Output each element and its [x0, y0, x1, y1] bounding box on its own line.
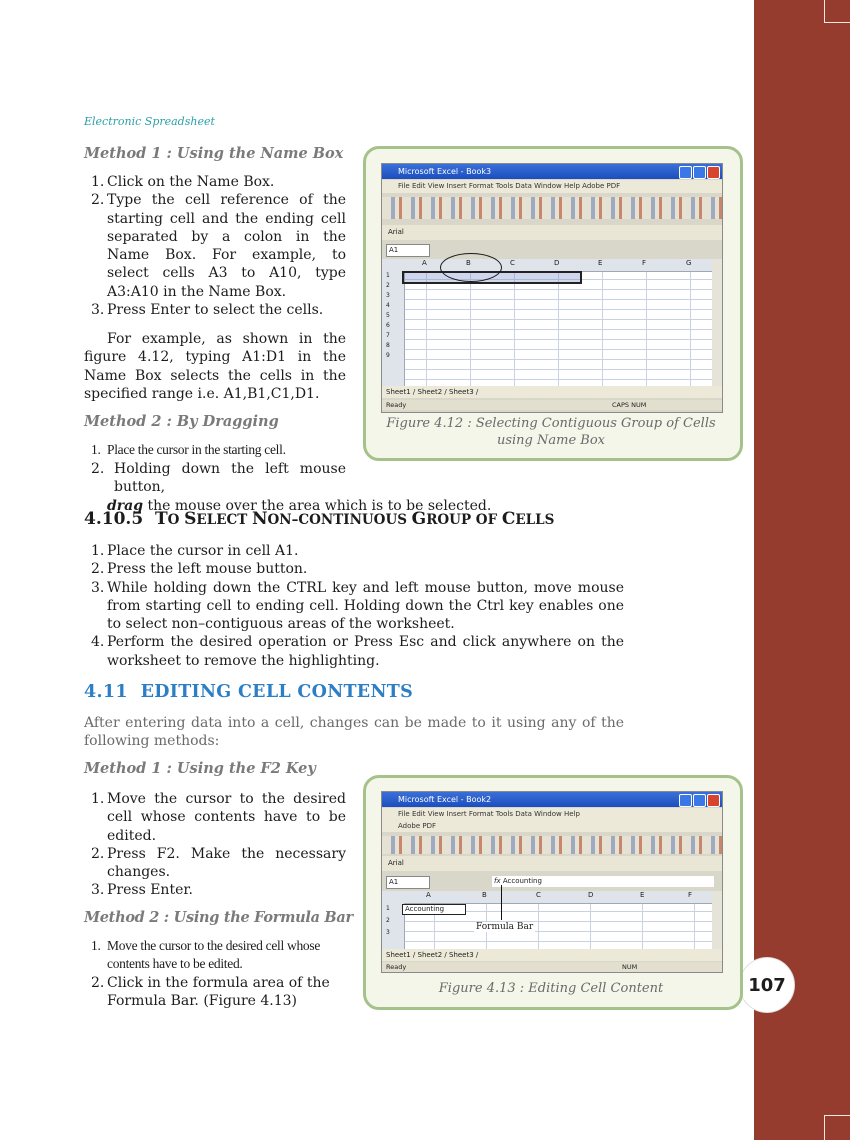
section-4-11-intro: After entering data into a cell, changes can be made to it using any of the following methods: — [84, 715, 624, 750]
formula-bar-callout-line — [501, 885, 502, 920]
noncontiguous-steps — [84, 542, 624, 670]
window-title-bar: Microsoft Excel - Book2 — [382, 792, 722, 807]
standard-toolbar — [382, 836, 722, 854]
list-item: 1. Click on the Name Box. — [91, 174, 275, 190]
sheet-tabs: Sheet1 / Sheet2 / Sheet3 / — [382, 386, 722, 398]
crop-mark-top — [824, 0, 850, 23]
active-cell-a1: Accounting — [402, 904, 466, 915]
list-item: 3. Press Enter. — [91, 882, 193, 899]
section-4-10-5-heading: 4.10.5 TO SELECT NON–CONTINUOUS GROUP OF CELLS — [84, 509, 555, 529]
crop-mark-bottom — [824, 1115, 850, 1141]
figure-4-12-caption: Figure 4.12 : Selecting Contiguous Group of Cells using Name Box — [386, 416, 716, 448]
figure-4-13-caption: Figure 4.13 : Editing Cell Content — [438, 981, 664, 996]
column-headers: A B C D E F — [382, 891, 712, 904]
menu-bar: File Edit View Insert Format Tools Data Window Help Adobe PDF — [382, 180, 722, 193]
page-number: 107 — [740, 958, 794, 1012]
scrollbar — [712, 891, 722, 951]
running-header: Electronic Spreadsheet — [84, 115, 215, 128]
excel-screenshot-1 — [381, 163, 723, 413]
method1-f2-title: Method 1 : Using the F2 Key — [84, 760, 316, 777]
row-headers: 1 2 3 — [382, 903, 405, 951]
maximize-icon — [693, 166, 706, 179]
excel-screenshot-2 — [381, 791, 723, 973]
method1-namebox-steps — [84, 173, 346, 319]
maximize-icon — [693, 794, 706, 807]
formula-bar-callout: Formula Bar — [476, 922, 534, 932]
list-item: 1. Move the cursor to the desired cell whose contents have to be edited. — [91, 791, 346, 844]
drag-step-1: 1. Place the cursor in the starting cell. — [91, 442, 286, 457]
row-headers: 1 2 3 4 5 6 7 8 9 — [382, 271, 405, 387]
list-item: 2. Click in the formula area of the Formula Bar. (Figure 4.13) — [91, 974, 330, 1009]
worksheet-grid — [382, 891, 712, 951]
name-box: A1 — [386, 876, 430, 889]
column-headers: A B C D E F G — [382, 259, 712, 272]
drag-step-2: 2. Holding down the left mouse button, drag the mouse over the area which is to be selected. — [91, 461, 492, 514]
name-box: A1 — [386, 244, 430, 257]
method2-formula-title: Method 2 : Using the Formula Bar — [84, 909, 353, 926]
minimize-icon — [679, 794, 692, 807]
standard-toolbar — [382, 197, 722, 219]
scrollbar — [712, 259, 722, 387]
list-item: 1. Move the cursor to the desired cell whose contents have to be edited. — [91, 938, 321, 972]
window-title-bar: Microsoft Excel - Book3 — [382, 164, 722, 179]
close-icon — [707, 794, 720, 807]
f2-steps — [84, 790, 346, 900]
example-paragraph: For example, as shown in the figure 4.12, typing A1:D1 in the Name Box selects the cells in the specified range i.e. A1,B1,C1,D1. — [84, 331, 346, 402]
formatting-toolbar: Arial — [382, 856, 722, 871]
list-item: 2. Press the left mouse button. — [91, 561, 308, 578]
drag-emphasis: drag — [107, 497, 144, 514]
close-icon — [707, 166, 720, 179]
menu-bar: File Edit View Insert Format Tools Data Window Help Adobe PDF — [382, 808, 722, 832]
formula-bar-steps — [84, 937, 346, 1010]
list-item: 1. Place the cursor in cell A1. — [91, 543, 299, 559]
name-box-highlight-oval — [440, 253, 502, 282]
formatting-toolbar: Arial — [382, 225, 722, 240]
list-item: 4. Perform the desired operation or Press Esc and click anywhere on the worksheet to remove the highlighting. — [91, 634, 624, 669]
list-item: 3. Press Enter to select the cells. — [91, 302, 324, 319]
formula-bar: fx Accounting — [492, 876, 714, 887]
status-bar: Ready NUM — [382, 962, 722, 972]
minimize-icon — [679, 166, 692, 179]
list-item: 2. Press F2. Make the necessary changes. — [91, 845, 346, 881]
status-bar: Ready CAPS NUM — [382, 400, 722, 410]
section-4-11-heading: 4.11 EDITING CELL CONTENTS — [84, 682, 414, 702]
list-item: 3. While holding down the CTRL key and left mouse button, move mouse from starting cell to ending cell. Holding down the Ctrl key enables one to select non–contiguous areas of the worksheet. — [91, 579, 624, 633]
method2-drag-title: Method 2 : By Dragging — [84, 413, 279, 430]
method1-namebox-title: Method 1 : Using the Name Box — [84, 145, 344, 162]
sheet-tabs: Sheet1 / Sheet2 / Sheet3 / — [382, 949, 722, 961]
worksheet-grid — [382, 259, 712, 387]
list-item: 2. Type the cell reference of the starting cell and the ending cell separated by a colon in the Name Box. For example, to select cells A3 to A10, type A3:A10 in the Name Box. — [91, 192, 346, 300]
